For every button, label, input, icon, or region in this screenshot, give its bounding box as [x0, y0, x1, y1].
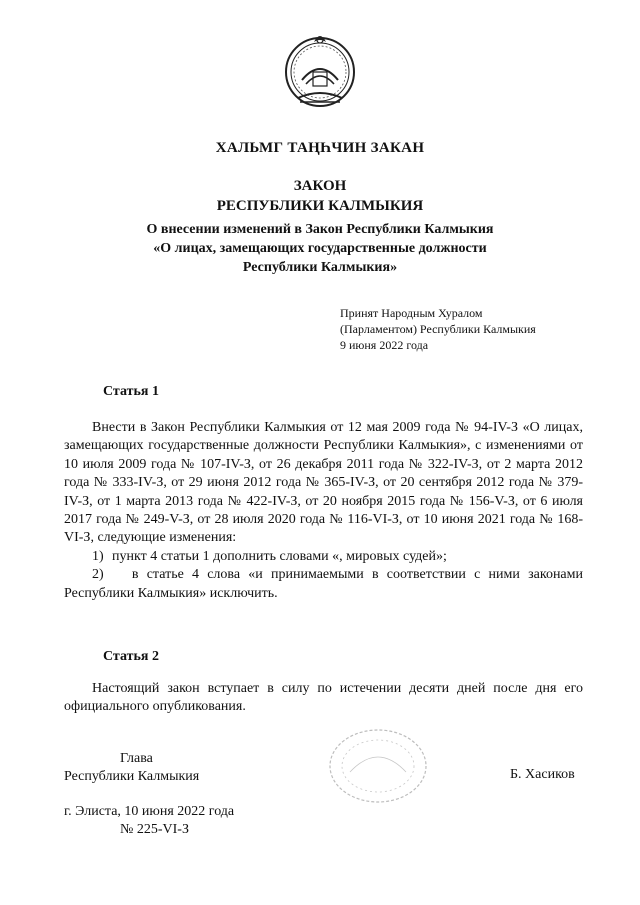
- article-2-heading: Статья 2: [103, 649, 159, 664]
- list-item-text: в статье 4 слова «и принимаемыми в соответствии с ними законами Республики Калмыкия» исключить.: [64, 567, 583, 601]
- law-title-line: «О лицах, замещающих государственные должности: [153, 241, 487, 256]
- list-item: [64, 548, 583, 566]
- law-heading: [0, 176, 640, 216]
- article-2-text: Настоящий закон вступает в силу по истечении десяти дней после дня его официального опубликования.: [64, 681, 583, 715]
- adoption-note: [340, 305, 536, 353]
- law-title-line: Республики Калмыкия»: [242, 260, 398, 275]
- signatory-title-line1: Глава: [120, 751, 153, 766]
- adoption-note-line: 9 июня 2022 года: [340, 338, 429, 352]
- law-title-line: О внесении изменений в Закон Республики Калмыкия: [146, 222, 494, 237]
- law-heading-line1: ЗАКОН: [293, 178, 347, 194]
- signatory-title: [64, 750, 199, 786]
- law-number: № 225-VI-З: [120, 822, 189, 837]
- law-title: [0, 220, 640, 277]
- list-item-number: 1): [92, 548, 104, 564]
- signatory-title-line2: Республики Калмыкия: [64, 769, 200, 784]
- republic-of-kalmykia-emblem-icon: [280, 28, 360, 112]
- law-heading-line2: РЕСПУБЛИКИ КАЛМЫКИЯ: [216, 198, 424, 214]
- adoption-note-line: Принят Народным Хуралом: [340, 306, 483, 320]
- adoption-note-line: (Парламентом) Республики Калмыкия: [340, 322, 536, 336]
- article-1-body: [64, 419, 583, 603]
- article-1-text: Внести в Закон Республики Калмыкия от 12 мая 2009 года № 94-IV-З «О лицах, замещающих государственные должности Республики Калмыкия», с изменениями от 10 июля 2009 года № 107-IV-З, от 26 декабря 2011 года № 322-IV-З, от 2 марта 2012 года № 333-IV-З, от 29 июня 2012 года № 365-IV-З, от 20 сентября 2012 года № 379-IV-З, от 1 марта 2013 года № 422-IV-З, от 20 ноября 2015 года № 156-V-З, от 6 июля 2017 года № 249-V-З, от 28 июля 2020 года № 116-VI-З, от 10 июня 2021 года № 168-VI-З, следующие изменения:: [64, 420, 583, 546]
- kalmyk-law-title: ХАЛЬМГ ТАҢҺЧИН ЗАКАН: [215, 140, 425, 156]
- list-item: [64, 566, 583, 603]
- place-date-line: г. Элиста, 10 июня 2022 года: [64, 804, 235, 819]
- place-and-date: [64, 803, 234, 839]
- list-item-number: 2): [92, 567, 104, 583]
- list-item-text: пункт 4 статьи 1 дополнить словами «, мировых судей»;: [112, 548, 447, 564]
- article-1-heading: Статья 1: [103, 384, 159, 399]
- official-seal-icon: [320, 722, 440, 807]
- signatory-name: Б. Хасиков: [510, 767, 575, 782]
